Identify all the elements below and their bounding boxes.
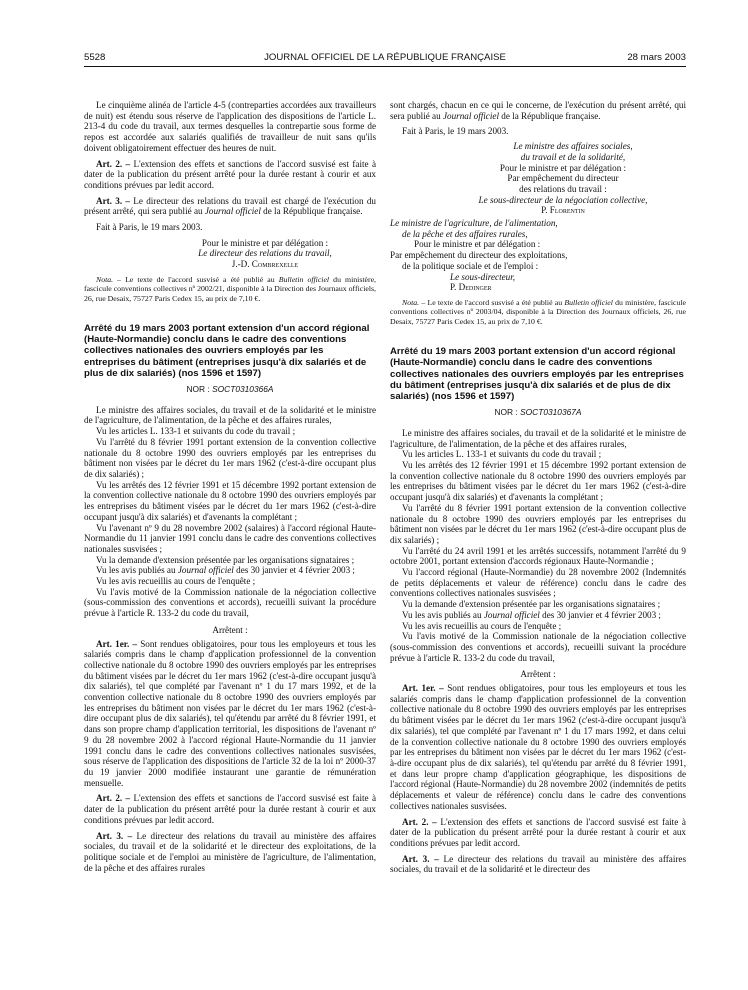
signature-line: des relations du travail : bbox=[519, 183, 607, 194]
article-3: Art. 3. – Le directeur des relations du travail au ministère des affaires sociales, du travail et de la solidarité et le directeur des exploitations, de la politique sociale et de l'emploi au ministère de l'agriculture, de l'alimentation, de la pêche et des affaires rurales bbox=[84, 830, 376, 873]
signatory-name: P. Dedinger bbox=[450, 282, 492, 293]
paragraph: Vu l'avis motivé de la Commission nationale de la négociation collective (sous-commission des conventions et accords), recueilli suivant la procédure prévue à l'article R. 133-2 du code du travail, bbox=[84, 586, 376, 619]
signature-line: Le ministre des affaires sociales, bbox=[513, 141, 633, 152]
signature-line: de la politique sociale et de l'emploi : bbox=[402, 260, 539, 271]
article-label: Art. 1er. – bbox=[402, 683, 444, 694]
nota: Nota. – Le texte de l'accord susvisé a été publié au Bulletin officiel du ministère, fascicule conventions collectives nº 2003/04, disponible à la Direction des Journaux officiels, 26, rue Desaix, 75727 Paris Cedex 15, au prix de 7,10 €. bbox=[390, 297, 686, 326]
signature-line: Le sous-directeur de la négociation collective, bbox=[478, 194, 648, 205]
article-label: Art. 3. – bbox=[402, 853, 439, 864]
paragraph: Vu la demande d'extension présentée par les organisations signataires ; bbox=[96, 554, 355, 565]
article-3: Art. 3. – Le directeur des relations du travail est chargé de l'exécution du présent arrêté, qui sera publié au Journal officiel de la République française. bbox=[84, 195, 376, 217]
paragraph: Vu les avis publiés au Journal officiel des 30 janvier et 4 février 2003 ; bbox=[402, 609, 661, 620]
nor-reference: NOR : SOCT0310367A bbox=[494, 407, 582, 418]
paragraph: Vu la demande d'extension présentée par les organisations signataires ; bbox=[402, 599, 661, 610]
article-2: Art. 2. – L'extension des effets et sanctions de l'accord susvisé est faite à dater de la publication du présent arrêté pour la durée restant à courir et aux conditions prévues par ledit accord. bbox=[390, 816, 686, 848]
signature-line: Par empêchement du directeur des exploitations, bbox=[390, 250, 568, 261]
right-column bbox=[390, 100, 686, 982]
journal-title: JOURNAL OFFICIEL DE LA RÉPUBLIQUE FRANÇAISE bbox=[264, 52, 506, 63]
signature-line: Le directeur des relations du travail, bbox=[198, 248, 332, 259]
article-label: Art. 3. – bbox=[96, 195, 130, 206]
fait-a-paris: Fait à Paris, le 19 mars 2003. bbox=[96, 222, 203, 233]
paragraph: Vu les avis publiés au Journal officiel des 30 janvier et 4 février 2003 ; bbox=[96, 565, 355, 576]
signature-line: Le sous-directeur, bbox=[450, 271, 516, 282]
paragraph: Vu les avis recueillis au cours de l'enquête ; bbox=[96, 576, 256, 587]
header-rule bbox=[84, 66, 686, 67]
paragraph: Le ministre des affaires sociales, du travail et de la solidarité et le ministre de l'agriculture, de l'alimentation, de la pêche et des affaires rurales, bbox=[84, 404, 376, 426]
article-label: Art. 1er. – bbox=[96, 638, 138, 649]
article-label: Art. 3. – bbox=[96, 830, 133, 841]
paragraph: Vu l'avis motivé de la Commission nationale de la négociation collective (sous-commission des conventions et accords), recueilli suivant la procédure prévue à l'article R. 133-2 du code du travail, bbox=[390, 631, 686, 663]
nota: Nota. – Le texte de l'accord susvisé a été publié au Bulletin officiel du ministère, fascicule conventions collectives nº 2002/21, disponible à la Direction des Journaux officiels, 26, rue Desaix, 75727 Paris Cedex 15, au prix de 7,10 €. bbox=[84, 274, 376, 303]
page-header bbox=[84, 52, 686, 66]
paragraph: Vu l'avenant nº 9 du 28 novembre 2002 (salaires) à l'accord régional Haute-Normandie du 11 janvier 1991 conclu dans le cadre des conventions collectives nationales susvisées ; bbox=[84, 522, 376, 554]
paragraph: Vu l'accord régional (Haute-Normandie) du 28 novembre 2002 (Indemnités de petits déplacements et valeur de référence) conclu dans le cadre des conventions collectives nationales susvisées ; bbox=[390, 567, 686, 599]
paragraph: Le ministre des affaires sociales, du travail et de la solidarité et le ministre de l'agriculture, de l'alimentation, de la pêche et des affaires rurales, bbox=[390, 427, 686, 449]
article-label: Art. 2. – bbox=[402, 816, 437, 827]
article-label: Art. 2. – bbox=[96, 158, 131, 169]
article-2: Art. 2. – L'extension des effets et sanctions de l'accord susvisé est faite à dater de la publication du présent arrêté pour la durée restant à courir et aux conditions prévues par ledit accord. bbox=[84, 158, 376, 190]
paragraph: Vu les articles L. 133-1 et suivants du code du travail ; bbox=[402, 449, 602, 460]
paragraph: Vu l'arrêté du 8 février 1991 portant extension de la convention collective nationale du 8 octobre 1990 des ouvriers employés par les entreprises du bâtiment non visées par le décret du 1er mars 1962 (c'est-à-dire occupant plus de dix salariés) ; bbox=[84, 436, 376, 479]
signatory-name: J.-D. Combrexelle bbox=[231, 259, 299, 270]
paragraph: Vu l'arrêté du 8 février 1991 portant extension de la convention collective nationale du 8 octobre 1990 des ouvriers employés par les entreprises du bâtiment non visées par le décret du 1er mars 1962 (c'est-à-dire occupant plus de dix salariés) ; bbox=[390, 502, 686, 545]
signatory-name: P. Florentin bbox=[541, 205, 585, 216]
signature-line: Le ministre de l'agriculture, de l'alimentation, bbox=[390, 218, 558, 229]
paragraph: Vu les articles L. 133-1 et suivants du code du travail ; bbox=[96, 426, 296, 437]
decree-title: Arrêté du 19 mars 2003 portant extension d'un accord régional (Haute-Normandie) conclu dans le cadre des conventions collectives nationales des ouvriers employés par les entreprises du bâtiment (entreprises jusqu'à dix salariés et de plus de dix salariés) (nos 1596 et 1597) bbox=[390, 346, 684, 402]
page-number: 5528 bbox=[84, 52, 106, 63]
article-1: Art. 1er. – Sont rendues obligatoires, pour tous les employeurs et tous les salariés compris dans le champ d'application professionnel de la convention collective nationale du 8 octobre 1990 des ouvriers employés par les entreprises du bâtiment visées par le décret du 1er mars 1962 (c'est-à-dire occupant jusqu'à dix salariés), tel que complété par l'avenant nº 1 du 17 mars 1992, et de la convention collective nationale du 8 octobre 1990 des ouvriers employés par les entreprises du bâtiment non visées par le décret du 1er mars 1962 (c'est-à-dire occupant plus de dix salariés), tel qu'étendu par arrêté du 8 février 1991, et dans son propre champ d'application territorial, les dispositions de l'avenant nº 9 du 28 novembre 2002 à l'accord régional Haute-Normandie du 11 janvier 1991 conclu dans le cadre des conventions collectives nationales susvisées, sous réserve de l'application des dispositions de l'article 32 de la loi nº 2000-37 du 19 janvier 2000 modifiée instaurant une garantie de rémunération mensuelle. bbox=[84, 638, 376, 788]
article-label: Art. 2. – bbox=[96, 793, 131, 804]
nor-reference: NOR : SOCT0310366A bbox=[186, 384, 274, 395]
signature-line: Pour le ministre et par délégation : bbox=[201, 237, 329, 248]
article-2: Art. 2. – L'extension des effets et sanctions de l'accord susvisé est faite à dater de la publication du présent arrêté pour la durée restant à courir et aux conditions prévues par ledit accord. bbox=[84, 793, 376, 825]
paragraph: Le cinquième alinéa de l'article 4-5 (contreparties accordées aux travailleurs de nuit) est étendu sous réserve de l'application des dispositions de l'article L. 213-4 du code du travail, aux termes desquelles la contrepartie sous forme de repos est accordée aux salariés qualifiés de travailleur de nuit sans qu'ils doivent obligatoirement effectuer des heures de nuit. bbox=[84, 100, 376, 153]
arretent-heading: Arrêtent : bbox=[520, 669, 556, 680]
signature-line: de la pêche et des affaires rurales, bbox=[402, 228, 528, 239]
left-column bbox=[84, 100, 376, 982]
signature-line: Pour le ministre et par délégation : bbox=[414, 239, 541, 250]
article-3: Art. 3. – Le directeur des relations du travail au ministère des affaires sociales, du travail et de la solidarité et le directeur des bbox=[390, 853, 686, 875]
text-columns bbox=[84, 100, 686, 982]
paragraph: Vu l'arrêté du 24 avril 1991 et les arrêtés successifs, notamment l'arrêté du 9 octobre 2001, portant extension d'accords régionaux Haute-Normandie ; bbox=[390, 545, 686, 567]
decree-title: Arrêté du 19 mars 2003 portant extension d'un accord régional (Haute-Normandie) conclu dans le cadre des conventions collectives nationales des ouvriers employés par les entreprises du bâtiment (entreprises jusqu'à dix salariés et de plus de dix salariés) (nos 1596 et 1597) bbox=[84, 323, 370, 379]
signature-line: du travail et de la solidarité, bbox=[520, 151, 626, 162]
issue-date: 28 mars 2003 bbox=[627, 52, 686, 63]
paragraph: Vu les arrêtés des 12 février 1991 et 15 décembre 1992 portant extension de la convention collective nationale du 8 octobre 1990 des ouvriers employés par les entreprises du bâtiment visées par le décret du 1er mars 1962 (c'est-à-dire occupant jusqu'à dix salariés) et d'avenants la complétant ; bbox=[84, 479, 376, 522]
signature-line: Pour le ministre et par délégation : bbox=[499, 162, 627, 173]
article-1: Art. 1er. – Sont rendues obligatoires, pour tous les employeurs et tous les salariés compris dans le champ d'application professionnel de la convention collective nationale du 8 octobre 1990 des ouvriers employés par les entreprises du bâtiment visées par le décret du 1er mars 1962 (c'est-à-dire occupant jusqu'à dix salariés), tel que complété par l'avenant nº 1 du 17 mars 1992, et dans celui de la convention collective nationale du 8 octobre 1990 des ouvriers employés par les entreprises du bâtiment non visées par le décret du 1er mars 1962 (c'est-à-dire occupant plus de dix salariés), tel qu'étendu par arrêté du 8 février 1991, et dans leur propre champ d'application géographique, les dispositions de l'accord régional (Haute-Normandie) du 28 novembre 2002 (indemnités de petits déplacements et valeur de référence) conclu dans le cadre des conventions collectives nationales susvisées. bbox=[390, 683, 686, 811]
signature-line: Par empêchement du directeur bbox=[507, 173, 619, 184]
paragraph: Vu les avis recueillis au cours de l'enquête ; bbox=[402, 620, 562, 631]
fait-a-paris: Fait à Paris, le 19 mars 2003. bbox=[402, 126, 509, 137]
paragraph: Vu les arrêtés des 12 février 1991 et 15 décembre 1992 portant extension de la convention collective nationale du 8 octobre 1990 des ouvriers employés par les entreprises du bâtiment visées par le décret du 1er mars 1962 (c'est-à-dire occupant jusqu'à dix salariés) et d'avenants la complétant ; bbox=[390, 460, 686, 503]
paragraph: sont chargés, chacun en ce qui le concerne, de l'exécution du présent arrêté, qui sera publié au Journal officiel de la République française. bbox=[390, 100, 686, 121]
arretent-heading: Arrêtent : bbox=[212, 624, 248, 635]
